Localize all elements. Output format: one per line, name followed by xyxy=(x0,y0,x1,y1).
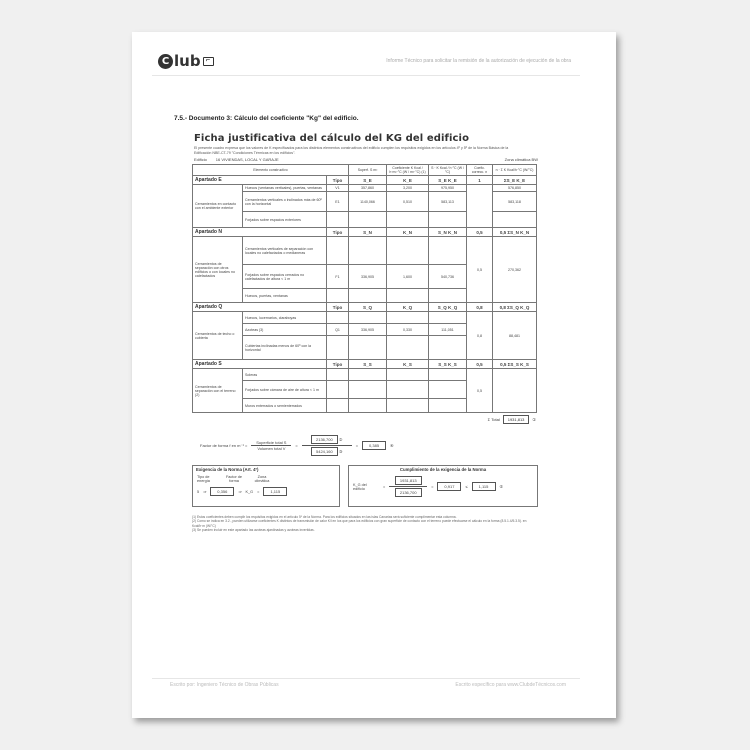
table-cell: Huecos, puertas, ventanas xyxy=(243,289,327,303)
table-row xyxy=(193,360,537,369)
table-cell: Apartado S xyxy=(193,360,327,369)
table-cell: E1 xyxy=(327,192,349,212)
table-cell: Cubiertas inclinadas menos de 60º con la horizontal xyxy=(243,336,327,360)
table-cell: Cerramientos verticales de separación con locales no calefactados o medianeras xyxy=(243,237,327,265)
table-cell: 0,5 ΣS_N K_N xyxy=(493,228,537,237)
table-cell: Cerramientos de techo o cubierta xyxy=(193,312,243,360)
cump-den: 2136,700 xyxy=(395,488,422,497)
table-cell: 0,510 xyxy=(387,192,429,212)
table-cell xyxy=(327,381,349,399)
table-cell xyxy=(387,237,429,265)
logo-c-icon: C xyxy=(158,54,173,69)
table-cell: Elemento constructivo xyxy=(193,165,349,176)
table-cell xyxy=(387,381,429,399)
table-cell xyxy=(349,237,387,265)
table-cell: Apartado N xyxy=(193,228,327,237)
bottom-boxes xyxy=(192,465,554,507)
table-cell xyxy=(429,312,467,324)
table-cell xyxy=(387,212,429,228)
table-cell xyxy=(349,312,387,324)
factor-value: 0,385 xyxy=(362,441,386,450)
form-intro: El presente cuadro expresa que los valores de K especificados para los distintos elementos constructivos del edificio cumplen los requisitos exigidos en los artículos 4º y 5º de la Norma Básica de la Edificación NBE-CT-79 "Condiciones Térmicas en los edificios". xyxy=(194,146,509,155)
table-cell xyxy=(327,399,349,413)
table-cell: Coefic. correcc. n xyxy=(467,165,493,176)
table-cell: 0,8 xyxy=(467,303,493,312)
cumplimiento-box: Cumplimiento de la exigencia de la Norma K_G del edificio = $\frac{1931,813}{2136,700}$ = 0,917 ≤ 1,115 ⑤ xyxy=(348,465,538,507)
cump-result: 0,917 xyxy=(437,482,461,491)
table-cell: Tipo xyxy=(327,228,349,237)
cump-num: 1931,813 xyxy=(395,476,422,485)
table-cell: 583,118 xyxy=(493,192,537,212)
table-cell: 336,905 xyxy=(349,265,387,289)
table-cell: S_S K_S xyxy=(429,360,467,369)
table-cell: S_N xyxy=(349,228,387,237)
table-cell xyxy=(327,212,349,228)
table-cell xyxy=(429,212,467,228)
table-cell: Forjados sobre cámara de aire de altura < 1 m xyxy=(243,381,327,399)
table-cell: S · K Kcal / h·°C (W / °C) xyxy=(429,165,467,176)
table-cell: Apartado E xyxy=(193,176,327,185)
table-cell xyxy=(327,289,349,303)
table-cell: K_Q xyxy=(387,303,429,312)
table-cell xyxy=(349,336,387,360)
logo-key-icon: ⌐ xyxy=(203,57,214,66)
table-cell: 270,362 xyxy=(493,237,537,303)
table-cell: Muros enterrados o semienterrados xyxy=(243,399,327,413)
table-cell: 583,113 xyxy=(429,192,467,212)
cump-limit: 1,115 xyxy=(472,482,496,491)
table-cell: Huecos, lucernarios, claraboyas xyxy=(243,312,327,324)
table-row xyxy=(193,237,537,265)
table-cell: V1 xyxy=(327,185,349,192)
table-cell: S_Q K_Q xyxy=(429,303,467,312)
table-cell: 0,8 ΣS_Q K_Q xyxy=(493,303,537,312)
total-value: 1931,813 xyxy=(503,415,530,424)
table-cell xyxy=(467,185,493,228)
table-cell xyxy=(429,369,467,381)
table-cell xyxy=(429,336,467,360)
table-cell xyxy=(429,399,467,413)
edificio-row: Edificio 16 VIVIENDAS, LOCAL Y GARAJE Zona climática BW xyxy=(194,157,538,163)
circle-1-icon: ① xyxy=(532,417,536,423)
table-cell: Q1 xyxy=(327,324,349,336)
form-title: Ficha justificativa del cálculo del KG del edificio xyxy=(194,133,470,144)
table-cell: 336,905 xyxy=(349,324,387,336)
table-cell xyxy=(349,399,387,413)
table-cell: 0,5 xyxy=(467,228,493,237)
exig-f-value: 0,356 xyxy=(210,487,234,496)
table-row xyxy=(193,176,537,185)
vol-value: 5424,160 xyxy=(311,447,338,456)
factor-forma-row: Factor de forma f en m⁻¹ = $\frac{\text{Superficie total S}}{\text{Volumen total V}}$ = $\frac{\text{2136,700 ②}}{\text{5424,160 ③}}$ = 0,385 ④ xyxy=(200,437,394,455)
kg-table xyxy=(192,164,537,413)
table-cell: F1 xyxy=(327,265,349,289)
table-cell xyxy=(327,312,349,324)
table-cell: Cerramientos verticales o inclinados más de 60º con la horizontal xyxy=(243,192,327,212)
table-cell xyxy=(387,289,429,303)
table-cell xyxy=(327,369,349,381)
edificio-name: 16 VIVIENDAS, LOCAL Y GARAJE xyxy=(215,157,279,163)
table-cell: 0,5 xyxy=(467,369,493,413)
table-cell: Tipo xyxy=(327,303,349,312)
total-row: Σ Total 1931,813 ① xyxy=(487,417,536,423)
table-cell: Tipo xyxy=(327,360,349,369)
table-cell xyxy=(327,237,349,265)
club-logo: C lub ⌐ xyxy=(158,52,214,70)
table-cell: 111,051 xyxy=(429,324,467,336)
table-cell: 0,5 ΣS_S K_S xyxy=(493,360,537,369)
table-cell: 975,950 xyxy=(429,185,467,192)
table-cell xyxy=(429,289,467,303)
table-cell: 540,736 xyxy=(429,265,467,289)
section-title: 7.5.- Documento 3: Cálculo del coeficiente "Kg" del edificio. xyxy=(174,115,359,122)
table-cell: 1,600 xyxy=(387,265,429,289)
table-cell: S_S xyxy=(349,360,387,369)
table-cell xyxy=(327,336,349,360)
sup-value: 2136,700 xyxy=(311,435,338,444)
table-header xyxy=(193,165,537,176)
table-cell: 88,481 xyxy=(493,312,537,360)
table-cell xyxy=(387,399,429,413)
header-text: Informe Técnico para solicitar la remisión de la autorización de ejecución de la obra xyxy=(386,58,571,64)
exig-kg-value: 1,115 xyxy=(263,487,287,496)
table-cell: 1 xyxy=(467,176,493,185)
table-cell: Superf. S m² xyxy=(349,165,387,176)
table-cell: S_E K_E xyxy=(429,176,467,185)
scanned-form xyxy=(192,132,554,672)
table-row xyxy=(193,185,537,192)
table-cell: S_N K_N xyxy=(429,228,467,237)
table-cell: Cerramientos de separación con el terreno (2) xyxy=(193,369,243,413)
table-cell: K_E xyxy=(387,176,429,185)
table-row xyxy=(193,369,537,381)
table-cell: Soleras xyxy=(243,369,327,381)
table-cell: Coeficiente K Kcal / h·m²·°C (W / m²·°C) (1) xyxy=(387,165,429,176)
footer-right: Escrito específico para www.ClubdeTécnicos.com xyxy=(455,682,566,688)
table-cell: K_N xyxy=(387,228,429,237)
table-row xyxy=(193,303,537,312)
table-cell: Tipo xyxy=(327,176,349,185)
table-cell xyxy=(387,369,429,381)
footnotes: (1) Estos coeficientes deben cumplir los requisitos exigidos en el artículo 5º de la Norma. Para los edificios situados en las islas Canarias será suficiente cumplimentar esta columna. (2) Como se indica en 3.2., pueden utilizarse coeficientes K distintos de transmisión de calor K/l en los que para los edificios con gran superficie de contacto con el terreno puede efectuarse el cálculo en la forma (8.5.1.4/5.3.5). en Kcal/h·m (W/°C) (3) Se pueden incluir en este apartado las azoteas ajardinadas y azoteas invertidas. xyxy=(192,515,527,533)
table-cell: 357,860 xyxy=(349,185,387,192)
zona-climatica: Zona climática BW xyxy=(504,157,538,163)
table-cell: Forjados sobre espacios exteriores xyxy=(243,212,327,228)
table-cell: Forjados sobre espacios cerrados no calefactados de altura < 1 m xyxy=(243,265,327,289)
table-cell: 0,8 xyxy=(467,312,493,360)
table-row xyxy=(193,228,537,237)
table-cell xyxy=(349,289,387,303)
table-cell: 576,850 xyxy=(493,185,537,192)
table-cell: Huecos (ventanas verticales), puertas, ventanas xyxy=(243,185,327,192)
table-cell: 0,330 xyxy=(387,324,429,336)
table-cell xyxy=(349,212,387,228)
table-cell xyxy=(493,369,537,413)
table-cell xyxy=(429,381,467,399)
factor-fraction: $\frac{\text{Superficie total S}}{\text{Volumen total V}}$ xyxy=(251,440,291,451)
table-cell: 1140,066 xyxy=(349,192,387,212)
table-cell: S_Q xyxy=(349,303,387,312)
table-cell: Cerramientos de separación con otros edificios o con locales no calefactados xyxy=(193,237,243,303)
table-cell: 0,5 xyxy=(467,360,493,369)
table-cell xyxy=(387,312,429,324)
table-cell xyxy=(429,237,467,265)
table-cell xyxy=(387,336,429,360)
table-cell: 3,200 xyxy=(387,185,429,192)
table-cell: Azoteas (3) xyxy=(243,324,327,336)
table-cell: 0,5 xyxy=(467,237,493,303)
table-cell: Apartado Q xyxy=(193,303,327,312)
table-cell: ΣS_E K_E xyxy=(493,176,537,185)
document-page xyxy=(132,32,616,718)
table-cell: K_S xyxy=(387,360,429,369)
footer-left: Escrito por: Ingeniero Técnico de Obras Públicas xyxy=(170,682,279,688)
table-cell xyxy=(493,212,537,228)
table-cell xyxy=(349,369,387,381)
table-cell: S_E xyxy=(349,176,387,185)
table-cell: Cerramientos en contacto con el ambiente exterior xyxy=(193,185,243,228)
exigencia-box: Exigencia de la Norma (Art. 4º) Tipo de energía Factor de forma Zona climática 5 ⇒ 0,356 ⇒ K_G = 1,115 xyxy=(192,465,340,507)
table-cell xyxy=(349,381,387,399)
table-cell: n · Σ K Kcal/h·°C (W/°C) xyxy=(493,165,537,176)
table-row xyxy=(193,312,537,324)
